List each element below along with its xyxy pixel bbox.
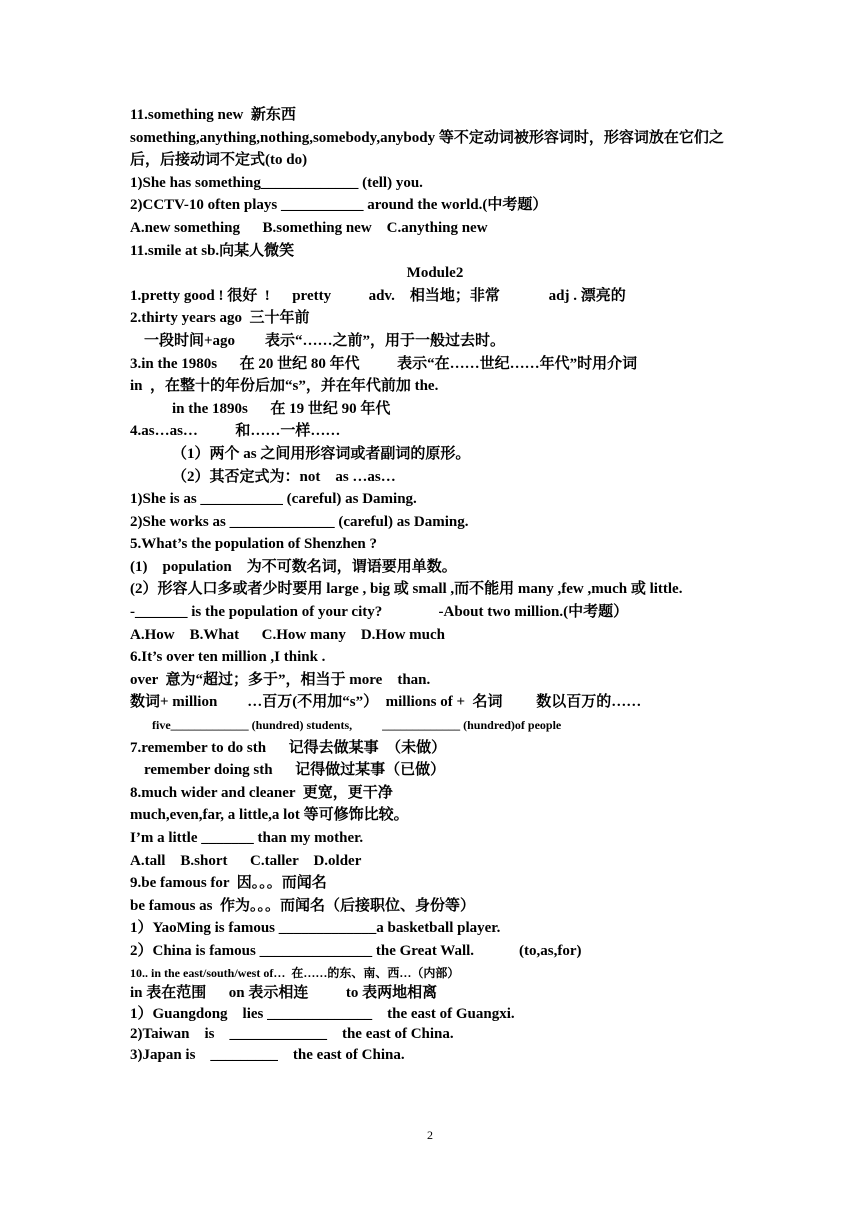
exercise-line: 2)She works as ______________ (careful) as Daming. <box>130 513 469 530</box>
exercise-line: 2）China is famous _______________ the Great Wall. (to,as,for) <box>130 942 582 959</box>
text-line: 11.something new 新东西 <box>130 107 296 123</box>
text-line: 10.. in the east/south/west of… 在……的东、南、西…（内部） <box>130 965 460 980</box>
text-line: be famous as 作为。。。而闻名（后接职位、身份等） <box>130 897 476 914</box>
text-line: much,even,far, a little,a lot 等可修饰比较。 <box>130 807 409 824</box>
text-line: (2）形容人口多或者少时要用 large , big 或 small ,而不能用 many ,few ,much 或 little. <box>130 581 683 598</box>
exercise-line: five_____________ (hundred) students, _____________ (hundred)of people <box>152 718 562 733</box>
text-line: (1) population 为不可数名词，谓语要用单数。 <box>130 558 457 575</box>
section-heading: Module2 <box>406 265 464 282</box>
text-line: 9.be famous for 因。。。而闻名 <box>130 875 327 892</box>
text-line: over 意为“超过；多于”，相当于 more than. <box>130 671 431 688</box>
text-line: something,anything,nothing,somebody,anybody 等不定动词被形容词时，形容词放在它们之后，后接动词不定式(to do) <box>130 129 724 169</box>
text-line: 5.What’s the population of Shenzhen ? <box>130 536 377 553</box>
text-line: 1.pretty good ! 很好 ! pretty adv. 相当地；非常 adj . 漂亮的 <box>130 287 626 304</box>
text-line: 6.It’s over ten million ,I think . <box>130 649 326 666</box>
text-line: 2)CCTV-10 often plays ___________ around the world.(中考题） <box>130 197 548 214</box>
exercise-line: -_______ is the population of your city? -About two million.(中考题） <box>130 604 629 621</box>
text-line: （2）其否定式为：not as …as… <box>172 468 396 485</box>
text-line: （1）两个 as 之间用形容词或者副词的原形。 <box>172 445 471 462</box>
text-line: in the 1890s 在 19 世纪 90 年代 <box>172 400 391 417</box>
exercise-line: 3)Japan is _________ the east of China. <box>130 1046 405 1063</box>
exercise-line: 2)Taiwan is _____________ the east of China. <box>130 1026 454 1043</box>
exercise-line: 1)She is as ___________ (careful) as Daming. <box>130 491 417 508</box>
text-line: 1)She has something_____________ (tell) you. <box>130 174 423 191</box>
text-line: 一段时间+ago 表示“……之前”，用于一般过去时。 <box>144 332 506 349</box>
page-content <box>130 104 740 1065</box>
exercise-line: I’m a little _______ than my mother. <box>130 830 364 846</box>
text-line: 8.much wider and cleaner 更宽，更干净 <box>130 784 393 801</box>
text-line: in 表在范围 on 表示相连 to 表两地相离 <box>130 984 438 1001</box>
text-line: 数词+ million …百万(不用加“s”） millions of + 名词 数以百万的…… <box>130 694 642 711</box>
text-line: A.new something B.something new C.anything new <box>130 219 488 236</box>
exercise-line: 1）YaoMing is famous _____________a basketball player. <box>130 920 501 937</box>
text-line: remember doing sth 记得做过某事（已做） <box>144 762 446 779</box>
text-line: 7.remember to do sth 记得去做某事 （未做） <box>130 739 447 756</box>
text-line: 4.as…as… 和……一样…… <box>130 423 341 440</box>
text-line: 11.smile at sb.向某人微笑 <box>130 242 295 259</box>
text-line: in ，在整十的年份后加“s”，并在年代前加 the. <box>130 378 439 395</box>
options-line: A.tall B.short C.taller D.older <box>130 852 362 869</box>
options-line: A.How B.What C.How many D.How much <box>130 626 446 643</box>
exercise-line: 1）Guangdong lies ______________ the east of Guangxi. <box>130 1005 515 1022</box>
page-number: 2 <box>427 1128 433 1142</box>
text-line: 3.in the 1980s 在 20 世纪 80 年代 表示“在……世纪……年代”时用介词 <box>130 355 638 372</box>
text-line: 2.thirty years ago 三十年前 <box>130 310 310 327</box>
